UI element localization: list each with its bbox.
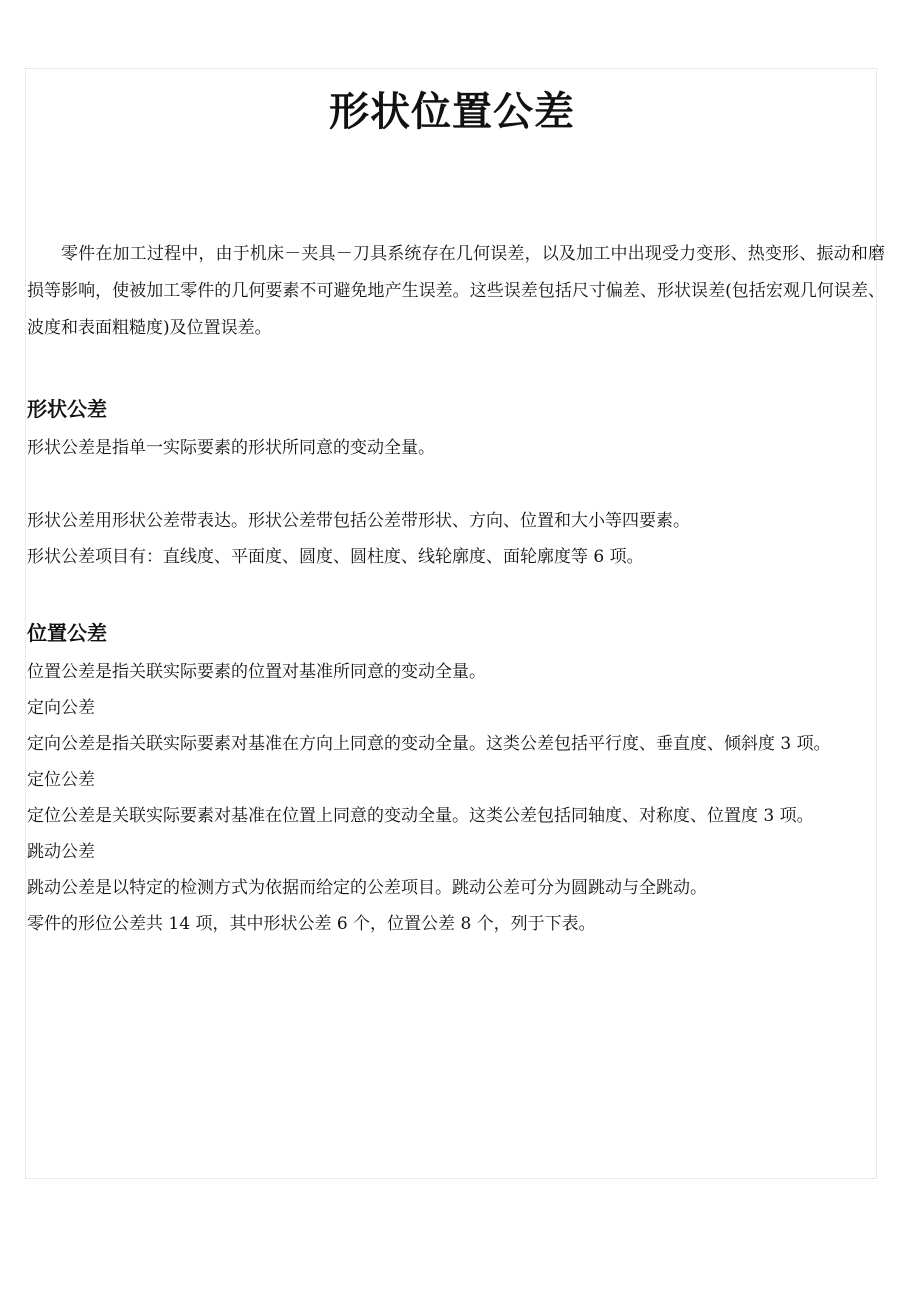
orientation-tolerance-text: 定向公差是指关联实际要素对基准在方向上同意的变动全量。这类公差包括平行度、垂直度、倾斜度 3 项。 (27, 734, 831, 754)
location-tolerance-text: 定位公差是关联实际要素对基准在位置上同意的变动全量。这类公差包括同轴度、对称度、位置度 3 项。 (27, 806, 814, 826)
shape-tolerance-definition: 形状公差是指单一实际要素的形状所同意的变动全量。 (27, 438, 435, 458)
runout-tolerance-text: 跳动公差是以特定的检测方式为依据而给定的公差项目。跳动公差可分为圆跳动与全跳动。 (27, 878, 707, 898)
tolerance-summary: 零件的形位公差共 14 项，其中形状公差 6 个，位置公差 8 个，列于下表。 (27, 914, 596, 934)
intro-paragraph: 零件在加工过程中，由于机床－夹具－刀具系统存在几何误差，以及加工中出现受力变形、热变形、振动和磨损等影响，使被加工零件的几何要素不可避免地产生误差。这些误差包括尺寸偏差、形状误差(包括宏观几何误差、波度和表面粗糙度)及位置误差。 (27, 244, 885, 338)
orientation-tolerance-label: 定向公差 (27, 698, 95, 718)
shape-tolerance-expression: 形状公差用形状公差带表达。形状公差带包括公差带形状、方向、位置和大小等四要素。 (27, 511, 690, 531)
runout-tolerance-label: 跳动公差 (27, 842, 95, 862)
location-tolerance-label: 定位公差 (27, 770, 95, 790)
shape-tolerance-items: 形状公差项目有：直线度、平面度、圆度、圆柱度、线轮廓度、面轮廓度等 6 项。 (27, 547, 644, 567)
position-tolerance-heading: 位置公差 (27, 621, 107, 645)
shape-tolerance-heading: 形状公差 (27, 397, 107, 421)
document-body (27, 236, 885, 942)
position-tolerance-definition: 位置公差是指关联实际要素的位置对基准所同意的变动全量。 (27, 662, 486, 682)
document-title: 形状位置公差 (329, 89, 575, 135)
